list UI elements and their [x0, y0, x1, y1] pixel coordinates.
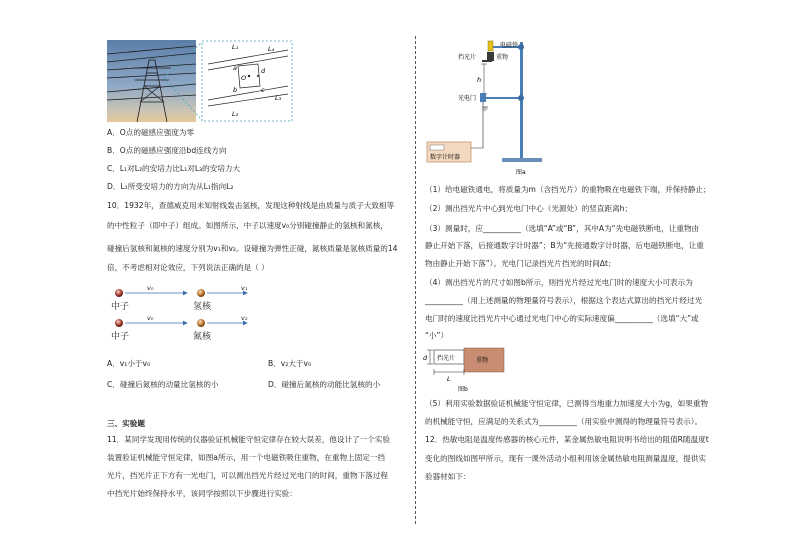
label-hydrogen: 氢核 — [193, 302, 212, 312]
q11-line-3: 光片，挡光片正下方有一光电门，可以测出挡光片经过光电门的时间，重物下落过程 — [107, 471, 388, 480]
label-neutron-row1: 中子 — [111, 302, 130, 312]
hydrogen-ball — [197, 289, 205, 297]
neutron-ball-1 — [115, 289, 123, 297]
fig9-label-L1: L₁ — [232, 43, 239, 51]
figure-10-collisions — [107, 282, 267, 344]
q11-line-2: 装置验证机械能守恒定律，如图a所示，用一个电磁铁吸住重物，在重物上固定一挡 — [107, 453, 386, 462]
step-4-line-4: “小”） — [425, 331, 449, 340]
q10-option-b: B．v₂大于v₀ — [268, 359, 312, 368]
stand-base — [502, 158, 542, 162]
q10-option-d: D．碰撞后氮核的动能比氢核的小 — [268, 380, 381, 389]
q12-line-2: 变化的图线如图甲所示，现有一课外活动小组利用该金属热敏电阻测量温度，提供实 — [425, 454, 706, 463]
step-3-line-3: 物由静止开始下落”）。光电门记录挡光片挡光的时间Δt； — [425, 259, 616, 268]
label-jia: 甲 — [482, 106, 489, 113]
label-v0-row2: v₀ — [147, 314, 154, 322]
q9-option-d: D．L₁所受安培力的方向为从L₁指向L₂ — [107, 182, 234, 191]
label-v0-row1: v₀ — [147, 284, 154, 292]
shutter — [482, 60, 492, 62]
caption-fig-a: 图a — [516, 169, 526, 176]
q9-option-b: B．O点的磁感应强度沿bd连线方向 — [107, 146, 227, 155]
label-L: L — [447, 375, 451, 383]
section-title-experiments: 三、实验题 — [107, 419, 145, 428]
step-4-line-3: 电门时的速度比挡光片中心通过光电门中心的实际速度偏__________（选填“大”或 — [425, 314, 699, 323]
q10-line-2: 的中性粒子（即中子）组成。如图所示，中子以速度v₀分别碰撞静止的氢核和氮核， — [107, 221, 388, 230]
label-d: d — [423, 354, 428, 362]
caption-fig-b: 图b — [458, 386, 468, 393]
fig9-label-a: a — [233, 64, 237, 72]
label-timer: 数字计时器 — [430, 154, 461, 161]
column-divider — [415, 36, 416, 524]
q10-option-a: A．v₁小于v₀ — [107, 359, 151, 368]
fig9-label-L4: L₄ — [268, 45, 275, 53]
label-v1: v₁ — [241, 284, 248, 292]
q9-option-c: C．L₁对L₂的安培力比L₁对L₃的安培力大 — [107, 164, 241, 173]
photogate — [480, 93, 486, 102]
q10-line-4: 倍，不考虑相对论效应，下列说法正确的是（ ） — [107, 263, 269, 272]
fig9-label-L2: L₂ — [232, 110, 239, 118]
electromagnet — [488, 41, 493, 51]
label-v2: v₂ — [241, 314, 248, 322]
step-1: （1）给电磁铁通电，将质量为m（含挡光片）的重物吸在电磁铁下端，并保持静止； — [425, 185, 711, 194]
figure-a-apparatus — [424, 38, 564, 178]
figure-9-diagram — [150, 38, 295, 128]
label-h: h — [477, 76, 482, 84]
step-2: （2）测出挡光片中心到光电门中心（光源处）的竖直距离h； — [425, 204, 633, 213]
fig9-label-c: c — [261, 86, 265, 94]
q12-line-3: 验器材如下： — [425, 472, 471, 481]
label-shutter: 挡光片 — [458, 54, 477, 61]
fig9-label-d: d — [261, 67, 266, 75]
neutron-ball-2 — [115, 319, 123, 327]
label-weight: 重物 — [496, 54, 509, 61]
q10-line-3: 碰撞后氢核和氮核的速度分别为v₁和v₂。设碰撞为弹性正碰，氮核质量是氢核质量的14 — [107, 244, 398, 253]
step-5-line-2: 的机械能守恒，应满足的关系式为__________（用实验中测得的物理量符号表示）。 — [425, 417, 703, 426]
step-3-line-2: 静止开始下落，后接通数字计时器”；B为“先接通数字计时器，后电磁铁断电，让重 — [425, 241, 704, 250]
figure-b-shutter — [422, 347, 522, 395]
q10-line-1: 10．1932年，查德威克用未知射线轰击氢核，发现这种射线是由质量与质子大致相等 — [107, 201, 395, 210]
label-electromagnet: 电磁铁 — [500, 42, 519, 49]
step-5-line-1: （5）利用实验数据验证机械能守恒定律，已测得当地重力加速度大小为g，如果重物 — [425, 399, 709, 408]
label-photogate: 光电门 — [458, 95, 477, 102]
fig9-label-O: O — [241, 74, 247, 82]
q12-line-1: 12．热敏电阻是温度传感器的核心元件，某金属热敏电阻说明书给出的阻值R随温度t — [425, 435, 709, 444]
q11-line-4: 中挡光片始终保持水平，该同学按照以下步骤进行实验： — [107, 489, 297, 498]
label-neutron-row2: 中子 — [111, 332, 130, 342]
q10-option-c: C．碰撞后氮核的动量比氢核的小 — [107, 380, 219, 389]
step-4-line-2: __________（用上述测量的物理量符号表示），根据这个表达式算出的挡光片经过光 — [425, 296, 703, 305]
nitrogen-ball — [197, 319, 205, 327]
stand-pole — [520, 42, 523, 160]
fig9-label-b: b — [233, 86, 238, 94]
fig9-label-L3: L₃ — [275, 94, 282, 102]
q9-option-a: A．O点的磁感应强度为零 — [107, 128, 195, 137]
q11-line-1: 11．某同学发现用传统的仪器验证机械能守恒定律存在较大误差，他设计了一个实验 — [107, 435, 391, 444]
weight-block — [487, 52, 494, 61]
label-shutter-b: 挡光片 — [437, 355, 456, 362]
step-3-line-1: （3）测量时，应__________（选填“A”或“B”，其中A为“先电磁铁断电，让重物由 — [425, 224, 700, 233]
label-nitrogen: 氮核 — [193, 332, 212, 342]
label-weight-b: 重物 — [476, 357, 489, 364]
step-4-line-1: （4）测出挡光片的尺寸如图b所示，则挡光片经过光电门时的速度大小可表示为 — [425, 278, 693, 287]
